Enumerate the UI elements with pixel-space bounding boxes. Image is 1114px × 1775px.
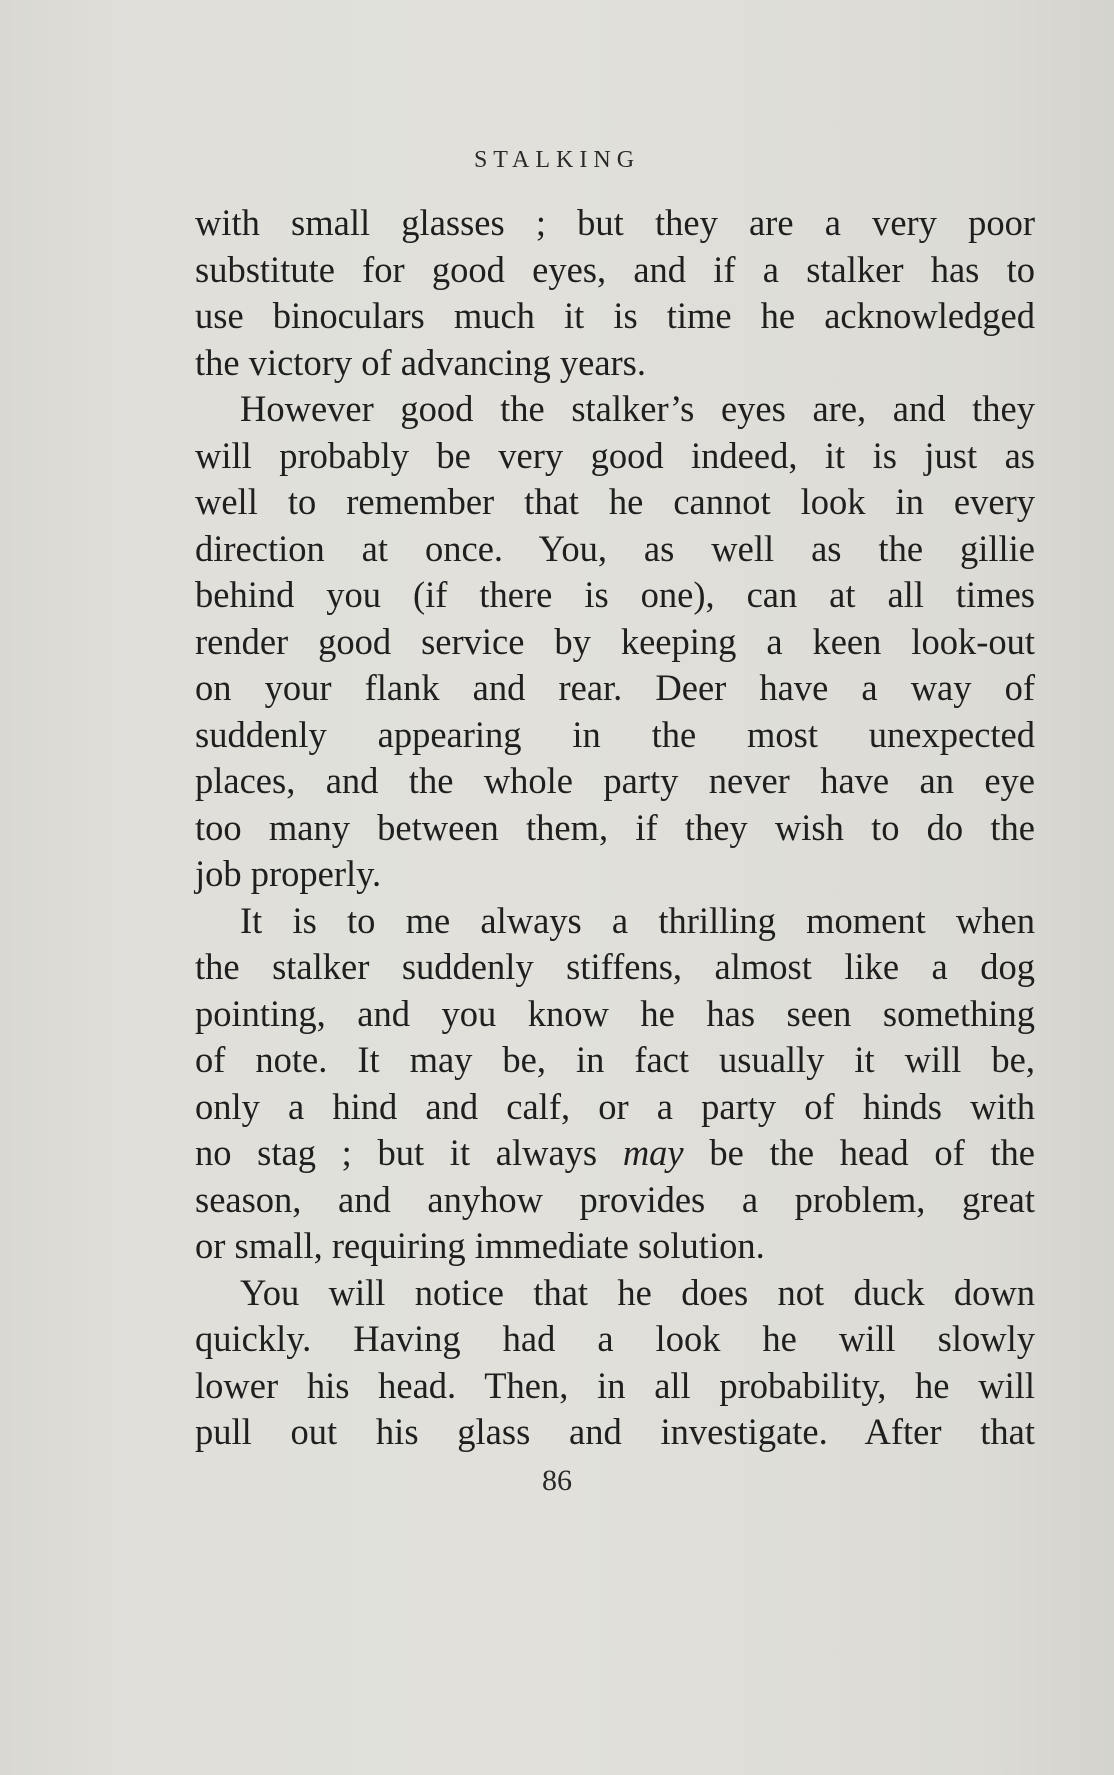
text-line: render good service by keeping a keen look-out — [195, 620, 1035, 662]
text-line: will probably be very good indeed, it is just as — [195, 434, 1035, 476]
text-line: or small, requiring immediate solution. — [195, 1225, 765, 1266]
text-line: places, and the whole party never have an eye — [195, 760, 1035, 801]
text-line: lower his head. Then, in all probability, he will — [195, 1364, 1035, 1406]
text-line: only a hind and calf, or a party of hinds with — [195, 1085, 1035, 1127]
text-line: pull out his glass and investigate. After that — [195, 1411, 1035, 1452]
text-line: the stalker suddenly stiffens, almost like a dog — [195, 946, 1035, 987]
text-line: behind you (if there is one), can at all times — [195, 574, 1035, 615]
text-line: no stag ; but it always may be the head of the — [195, 1132, 1035, 1173]
text-line: However good the stalker’s eyes are, and they — [240, 388, 1035, 429]
text-line: pointing, and you know he has seen something — [195, 992, 1035, 1034]
text-line: of note. It may be, in fact usually it will be, — [195, 1039, 1035, 1080]
text-line: with small glasses ; but they are a very poor — [195, 202, 1035, 243]
text-line: the victory of advancing years. — [195, 341, 647, 383]
page-number: 86 — [542, 1464, 572, 1497]
text-line: on your flank and rear. Deer have a way of — [195, 667, 1035, 708]
text-line: well to remember that he cannot look in every — [195, 481, 1035, 522]
text-line: substitute for good eyes, and if a stalker has to — [195, 248, 1035, 290]
text-line: direction at once. You, as well as the gillie — [195, 527, 1035, 569]
emphasis: may — [622, 1132, 684, 1173]
text-line: You will notice that he does not duck down — [240, 1271, 1035, 1313]
text-line: use binoculars much it is time he acknowledged — [195, 295, 1035, 336]
text-line: too many between them, if they wish to do the — [195, 806, 1035, 848]
text-line: It is to me always a thrilling moment when — [240, 899, 1035, 941]
running-head: STALKING — [473, 147, 641, 173]
text-line: season, and anyhow provides a problem, great — [195, 1178, 1035, 1220]
body-text — [195, 200, 1035, 1456]
text-line: quickly. Having had a look he will slowly — [195, 1318, 1035, 1359]
text-line: suddenly appearing in the most unexpected — [195, 713, 1035, 755]
text-line: job properly. — [195, 853, 382, 894]
